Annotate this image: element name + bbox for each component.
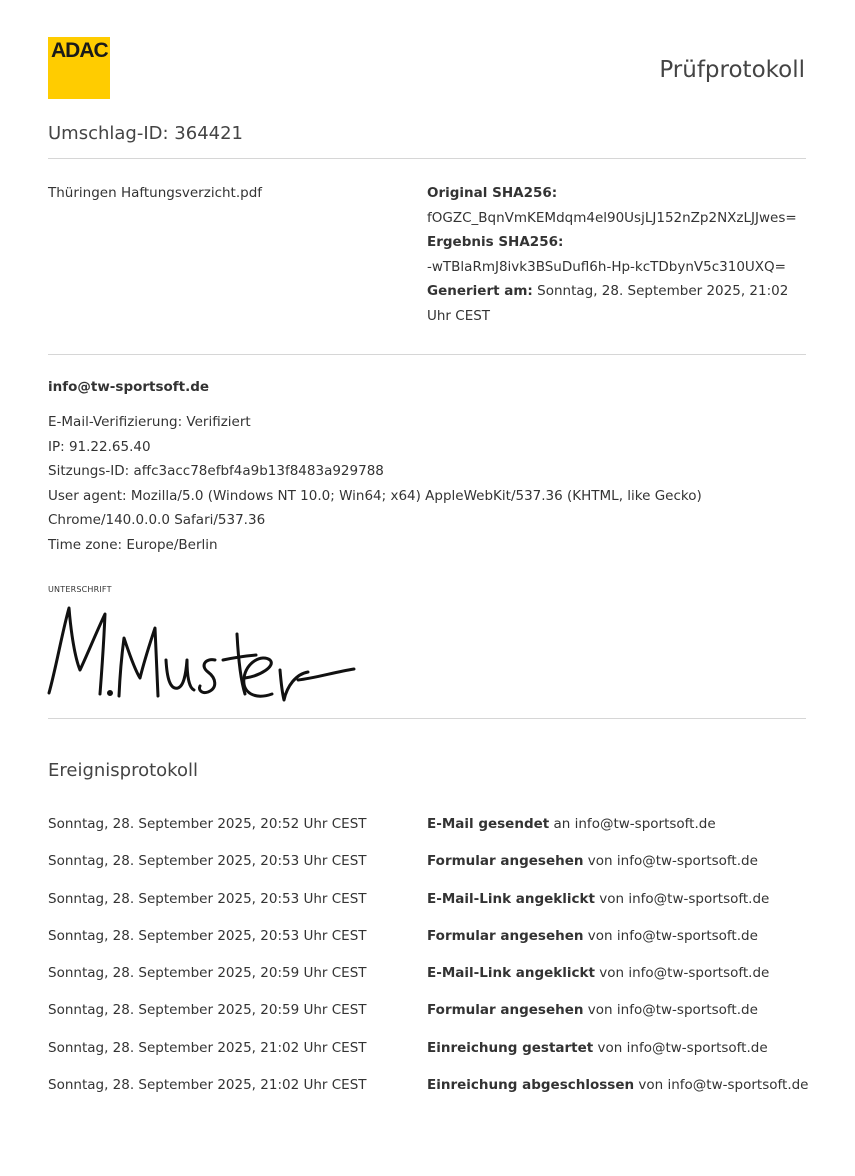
event-action: Einreichung gestartet (427, 1039, 594, 1056)
adac-logo (48, 37, 110, 99)
event-description (427, 998, 758, 1022)
event-time: Sonntag, 28. September 2025, 20:53 Uhr CEST (48, 853, 367, 870)
event-description (427, 924, 758, 948)
event-time: Sonntag, 28. September 2025, 20:52 Uhr CEST (48, 816, 367, 832)
event-description (427, 812, 716, 836)
generated-value: Sonntag, 28. September 2025, 21:02 Uhr CEST (427, 283, 789, 324)
event-description (427, 961, 769, 985)
page-title: Prüfprotokoll (659, 57, 805, 83)
event-description (427, 1036, 768, 1060)
original-hash-value: fOGZC_BqnVmKEMdqm4el90UsjLJ152nZp2NXzLJJwes= (427, 209, 797, 226)
generated-label: Generiert am: (427, 283, 533, 299)
event-action: E-Mail-Link angeklickt (427, 965, 595, 982)
event-description (427, 887, 769, 911)
divider (48, 354, 806, 355)
user-agent: User agent: Mozilla/5.0 (Windows NT 10.0; Win64; x64) AppleWebKit/537.36 (KHTML, like Gecko) Chrome/140.0.0.0 Safari/537.36 (48, 487, 702, 528)
event-time: Sonntag, 28. September 2025, 20:53 Uhr CEST (48, 890, 367, 907)
event-time: Sonntag, 28. September 2025, 20:59 Uhr CEST (48, 965, 367, 982)
generated-line (427, 279, 807, 328)
event-log (48, 812, 808, 1110)
envelope-id: Umschlag-ID: 364421 (48, 123, 244, 144)
event-row (48, 849, 808, 886)
original-hash-label: Original SHA256: (427, 185, 558, 201)
logo-text: ADAC (51, 39, 108, 62)
event-actor: von info@tw-sportsoft.de (594, 965, 770, 982)
event-actor: von info@tw-sportsoft.de (593, 1039, 768, 1056)
event-row (48, 887, 808, 924)
event-action: E-Mail gesendet (427, 816, 550, 832)
event-row (48, 1073, 808, 1110)
event-log-title: Ereignisprotokoll (48, 760, 198, 781)
event-actor: von info@tw-sportsoft.de (583, 853, 758, 870)
event-actor: von info@tw-sportsoft.de (583, 927, 758, 944)
signer-email: info@tw-sportsoft.de (48, 379, 210, 395)
event-row (48, 961, 808, 998)
result-hash-label: Ergebnis SHA256: (427, 234, 564, 250)
event-row (48, 924, 808, 961)
event-action: E-Mail-Link angeklickt (427, 890, 595, 907)
time-zone: Time zone: Europe/Berlin (48, 536, 218, 553)
event-time: Sonntag, 28. September 2025, 21:02 Uhr CEST (48, 1039, 367, 1056)
event-actor: von info@tw-sportsoft.de (594, 890, 770, 907)
event-actor: von info@tw-sportsoft.de (583, 1002, 758, 1019)
divider (48, 158, 806, 159)
event-action: Formular angesehen (427, 1002, 584, 1019)
event-action: Formular angesehen (427, 927, 584, 944)
session-id: Sitzungs-ID: affc3acc78efbf4a9b13f8483a929788 (48, 463, 384, 479)
event-action: Formular angesehen (427, 853, 584, 870)
event-time: Sonntag, 28. September 2025, 20:59 Uhr CEST (48, 1002, 367, 1019)
event-action: Einreichung abgeschlossen (427, 1077, 635, 1094)
signer-details (48, 410, 748, 557)
event-row (48, 812, 808, 849)
event-actor: von info@tw-sportsoft.de (634, 1077, 809, 1094)
divider (48, 718, 806, 719)
event-actor: an info@tw-sportsoft.de (549, 816, 716, 832)
document-file-name: Thüringen Haftungsverzicht.pdf (48, 185, 263, 201)
signature-label: UNTERSCHRIFT (48, 585, 112, 594)
event-time: Sonntag, 28. September 2025, 20:53 Uhr CEST (48, 927, 367, 944)
email-verification: E-Mail-Verifizierung: Verifiziert (48, 414, 251, 430)
hash-info (427, 181, 807, 328)
event-description (427, 1073, 808, 1097)
ip-address: IP: 91.22.65.40 (48, 438, 151, 455)
event-time: Sonntag, 28. September 2025, 21:02 Uhr CEST (48, 1077, 367, 1094)
event-row (48, 998, 808, 1035)
event-description (427, 849, 758, 873)
result-hash-value: -wTBlaRmJ8ivk3BSuDufl6h-Hp-kcTDbynV5c310UXQ= (427, 258, 786, 275)
handwritten-signature (40, 598, 370, 710)
event-row (48, 1036, 808, 1073)
